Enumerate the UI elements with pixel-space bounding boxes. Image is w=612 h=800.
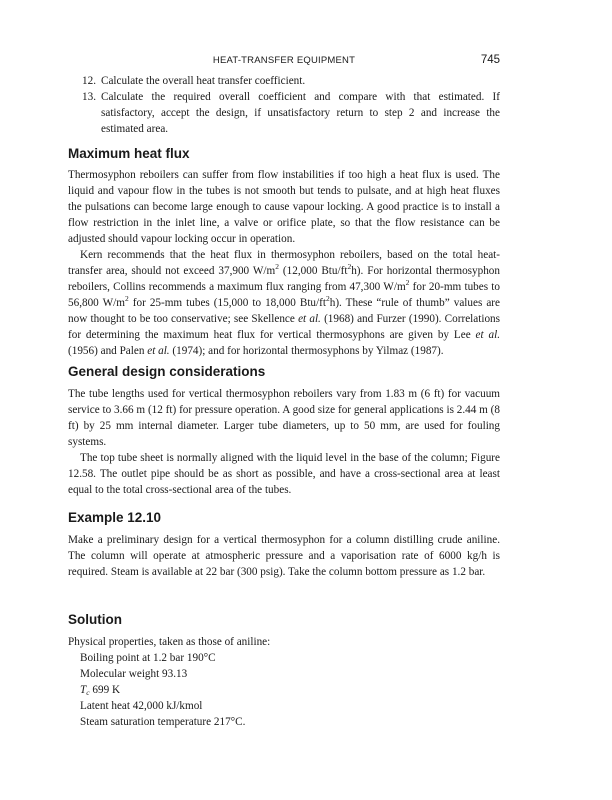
paragraph: The tube lengths used for vertical thermosyphon reboilers vary from 1.83 m (6 ft) for vacuum service to 3.66 m (12 ft) for pressure operation. A good size for general applications is 2.44 m (8 ft) by 25 mm internal diameter. Larger tube diameters, up to 50 mm, are used for fouling systems. (68, 388, 500, 448)
example-text: Make a preliminary design for a vertical thermosyphon for a column distilling crude aniline. The column will operate at atmospheric pressure and a vaporisation rate of 6000 kg/h is required. Steam is available at 22 bar (300 psig). Take the column bottom pressure as 1.2 bar. (68, 534, 500, 578)
example-heading: Example 12.10 (68, 510, 162, 525)
list-item (68, 73, 500, 89)
section-heading-general-design: General design considerations (68, 364, 266, 379)
paragraph: The top tube sheet is normally aligned with the liquid level in the base of the column; Figure 12.58. The outlet pipe should be as short as possible, and have a cross-sectional area at least equal to the total cross-sectional area of the tubes. (68, 452, 500, 496)
step-text: Calculate the required overall coefficient and compare with that estimated. If satisfactory, accept the design, if unsatisfactory return to step 2 and increase the estimated area. (101, 91, 500, 135)
design-steps-list (68, 73, 500, 137)
max-heat-flux-text (68, 167, 500, 359)
step-number: 13. (82, 91, 96, 103)
properties-intro: Physical properties, taken as those of aniline: (68, 636, 271, 648)
list-item: Steam saturation temperature 217°C. (80, 716, 246, 728)
list-item: Molecular weight 93.13 (80, 668, 188, 680)
list-item: Latent heat 42,000 kJ/kmol (80, 700, 203, 712)
solution-heading: Solution (68, 612, 122, 627)
running-title: HEAT-TRANSFER EQUIPMENT (212, 55, 356, 66)
step-number: 12. (82, 75, 96, 87)
list-item: Boiling point at 1.2 bar 190°C (80, 652, 216, 664)
running-head (68, 55, 500, 69)
page-number: 745 (480, 54, 500, 66)
general-design-text (68, 386, 500, 498)
paragraph: Kern recommends that the heat flux in thermosyphon reboilers, based on the total heat-transfer area, should not exceed 37,900 $W/m^2$ (12,000 Btu/$ft^2h$). For horizontal thermosyphon reboilers, Collins recommends a maximum flux ranging from 47,300 $W/m^2$ for 20-mm tubes to 56,800 $W/m^2$ for 25-mm tubes (15,000 to 18,000 Btu/$ft^2h$). These “rule of thumb” values are now thought to be too conservative; see Skellence et al. (1968) and Furzer (1990). Correlations for determining the maximum heat flux for vertical thermosyphons are given by Lee et al. (1956) and Palen et al. (1974); and for horizontal thermosyphons by Yilmaz (1987). (68, 249, 500, 357)
step-text: Calculate the overall heat transfer coefficient. (101, 75, 306, 87)
section-heading-max-heat-flux: Maximum heat flux (68, 146, 190, 161)
list-item: $T_c$ 699 K (80, 684, 121, 697)
physical-properties (68, 634, 500, 730)
paragraph: Thermosyphon reboilers can suffer from flow instabilities if too high a heat flux is used. The liquid and vapour flow in the tubes is not smooth but tends to pulsate, and at high heat fluxes the pulsations can become large enough to cause vapour locking. A good practice is to install a flow restriction in the inlet line, a valve or orifice plate, so that the flow resistance can be adjusted should vapour locking occur in operation. (68, 169, 500, 245)
list-item (68, 89, 500, 137)
